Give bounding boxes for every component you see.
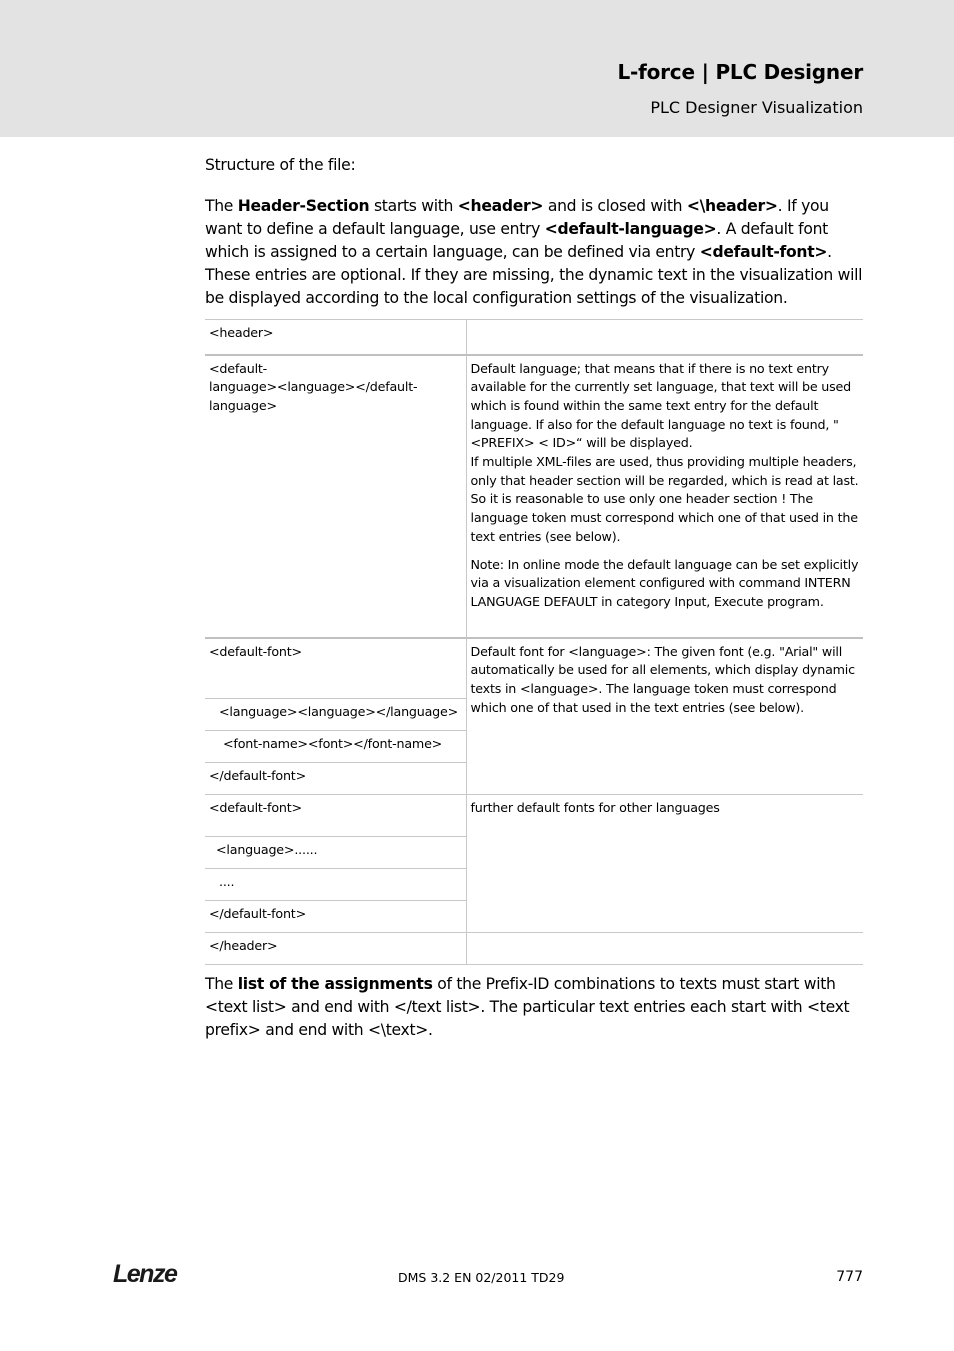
table-cell: </header> [205, 933, 466, 965]
table-cell [466, 320, 863, 355]
table-cell: Default font for <language>: The given font (e.g. "Arial" will automatically be used for all elements, which display dynamic texts in <language>. The language token must correspond which one of that used in the text entries (see below). [466, 638, 863, 795]
header-structure-table [205, 319, 863, 965]
table-cell: <font-name><font></font-name> [205, 731, 466, 763]
table-row [205, 933, 863, 965]
intro-text: Structure of the file: [205, 156, 356, 174]
table-cell: <default-font> [205, 638, 466, 699]
header-band [0, 0, 954, 137]
table-row [205, 795, 863, 837]
assignments-paragraph: The list of the assignments of the Prefix-ID combinations to texts must start with <text list> and end with </text list>. The particular text entries each start with <text prefix> and end with <\text>. [205, 975, 850, 1039]
table-cell: <language><language></language> [205, 699, 466, 731]
table-cell: .... [205, 869, 466, 901]
table-cell: </default-font> [205, 763, 466, 795]
page-number: 777 [836, 1269, 863, 1285]
table-cell: <default-font> [205, 795, 466, 837]
table-row [205, 638, 863, 699]
table-cell: <language>...... [205, 837, 466, 869]
document-title: L-force | PLC Designer [617, 60, 863, 84]
table-row [205, 355, 863, 638]
table-cell: Default language; that means that if there is no text entry available for the currently set language, that text will be used which is found within the same text entry for the default language. If also for the default language no text is found, "<PREFIX> < ID>“ will be displayed. If multiple XML-files are used, thus providing multiple headers, only that header section will be regarded, which is read at last. So it is reasonable to use only one header section ! The language token must correspond which one of that used in the text entries (see below). Note: In online mode the default language can be set explicitly via a visualization element configured with command INTERN LANGUAGE DEFAULT in category Input, Execute program. [466, 355, 863, 638]
lenze-logo [113, 1260, 191, 1286]
footer-document-reference: DMS 3.2 EN 02/2011 TD29 [398, 1270, 565, 1285]
table-cell [466, 933, 863, 965]
header-section-paragraph: The Header-Section starts with <header> and is closed with <\header>. If you want to define a default language, use entry <default-language>. A default font which is assigned to a certain language, can be defined via entry <default-font>. These entries are optional. If they are missing, the dynamic text in the visualization will be displayed according to the local configuration settings of the visualization. [205, 197, 863, 307]
table-row [205, 320, 863, 355]
table-cell: <default- language><language></default- language> [205, 355, 466, 638]
table-cell: <header> [205, 320, 466, 355]
table-cell: </default-font> [205, 901, 466, 933]
document-subtitle: PLC Designer Visualization [650, 98, 863, 117]
svg-text:Lenze: Lenze [113, 1260, 177, 1286]
table-cell: further default fonts for other languages [466, 795, 863, 933]
